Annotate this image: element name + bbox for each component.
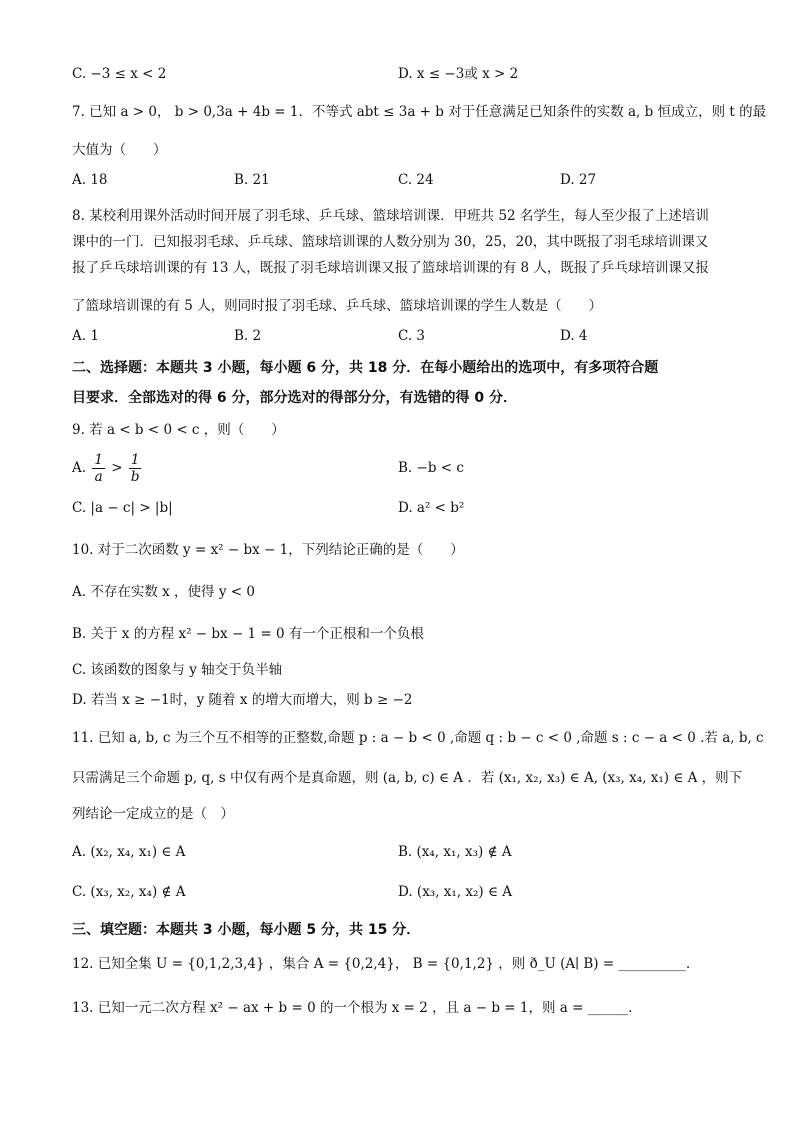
q7-option-b: B. 21 xyxy=(234,172,270,188)
section3-heading: 三、填空题：本题共 3 小题，每小题 5 分，共 15 分． xyxy=(72,922,421,938)
q7-stem-line2: 大值为（ ） xyxy=(72,142,167,158)
q9-frac2-num: 1 xyxy=(130,452,140,468)
section2-heading-line2: 目要求．全部选对的得 6 分，部分选对的得部分分，有选错的得 0 分． xyxy=(72,390,517,406)
q7-option-d: D. 27 xyxy=(560,172,597,188)
q13-stem: 13. 已知一元二次方程 x² − ax + b = 0 的一个根为 x = 2 ，且 a − b = 1，则 a = ______． xyxy=(72,1000,642,1016)
q8-option-c: C. 3 xyxy=(398,328,426,344)
q11-option-c: C. (x₃, x₂, x₄) ∉ A xyxy=(72,884,186,900)
q7-option-a: A. 18 xyxy=(72,172,108,188)
q10-option-b: B. 关于 x 的方程 x² − bx − 1 = 0 有一个正根和一个负根 xyxy=(72,626,424,642)
q8-stem-line2: 课中的一门．已知报羽毛球、乒乓球、篮球培训课的人数分别为 30，25，20，其中既报了羽毛球培训课又 xyxy=(72,234,709,250)
q11-option-d: D. (x₃, x₁, x₂) ∈ A xyxy=(398,884,513,900)
section2-heading-line1: 二、选择题：本题共 3 小题，每小题 6 分，共 18 分．在每小题给出的选项中，有多项符合题 xyxy=(72,360,659,376)
option-d-prev: D. x ≤ −3或 x > 2 xyxy=(398,66,519,82)
q9-option-b: B. −b < c xyxy=(398,460,464,476)
q11-stem-line3: 列结论一定成立的是（ ） xyxy=(72,806,234,822)
q9-fraction-1 xyxy=(92,452,105,485)
q9-stem: 9. 若 a < b < 0 < c ，则（ ） xyxy=(72,422,285,438)
q8-option-b: B. 2 xyxy=(234,328,262,344)
q10-stem: 10. 对于二次函数 y = x² − bx − 1，下列结论正确的是（ ） xyxy=(72,542,464,558)
q8-stem-line1: 8. 某校利用课外活动时间开展了羽毛球、乒乓球、篮球培训课．甲班共 52 名学生，每人至少报了上述培训 xyxy=(72,208,709,224)
q8-stem-line3: 报了乒乓球培训课的有 13 人，既报了羽毛球培训课又报了篮球培训课的有 8 人，既报了乒乓球培训课又报 xyxy=(72,260,709,276)
option-c-prev: C. −3 ≤ x < 2 xyxy=(72,66,167,82)
q10-option-d: D. 若当 x ≥ −1时，y 随着 x 的增大而增大，则 b ≥ −2 xyxy=(72,692,413,708)
q12-stem: 12. 已知全集 U = {0,1,2,3,4} ，集合 A = {0,2,4}， B = {0,1,2} ，则 ð_U (A∣ B) = __________． xyxy=(72,956,700,972)
q8-option-d: D. 4 xyxy=(560,328,588,344)
q7-option-c: C. 24 xyxy=(398,172,434,188)
q9-fraction-2 xyxy=(129,452,142,485)
q11-stem-line2: 只需满足三个命题 p, q, s 中仅有两个是真命题，则 (a, b, c) ∈ A ．若 (x₁, x₂, x₃) ∈ A, (x₃, x₄, x₁) ∈ A ，则下 xyxy=(72,770,743,786)
q11-stem-line1: 11. 已知 a, b, c 为三个互不相等的正整数,命题 p : a − b < 0 ,命题 q : b − c < 0 ,命题 s : c − a < 0 .若 a, b, c xyxy=(72,730,764,746)
q9-option-d: D. a² < b² xyxy=(398,500,465,516)
q10-option-c: C. 该函数的图象与 y 轴交于负半轴 xyxy=(72,662,283,678)
q9-frac1-den: a xyxy=(94,469,103,485)
q7-stem-line1: 7. 已知 a > 0， b > 0,3a + 4b = 1．不等式 abt ≤ 3a + b 对于任意满足已知条件的实数 a, b 恒成立，则 t 的最 xyxy=(72,104,767,120)
q11-option-b: B. (x₄, x₁, x₃) ∉ A xyxy=(398,844,512,860)
q9-frac2-den: b xyxy=(130,469,140,485)
q10-option-a: A. 不存在实数 x ，使得 y < 0 xyxy=(72,584,255,600)
q9-frac1-num: 1 xyxy=(94,452,103,468)
q9-gt-sign: > xyxy=(111,460,123,476)
q9-option-c: C. |a − c| > |b| xyxy=(72,500,173,516)
q8-stem-line4: 了篮球培训课的有 5 人，则同时报了羽毛球、乒乓球、篮球培训课的学生人数是（ ） xyxy=(72,298,603,314)
q8-option-a: A. 1 xyxy=(72,328,99,344)
q9-option-a xyxy=(72,448,143,488)
q9-option-a-label: A. xyxy=(72,460,87,476)
q11-option-a: A. (x₂, x₄, x₁) ∈ A xyxy=(72,844,186,860)
